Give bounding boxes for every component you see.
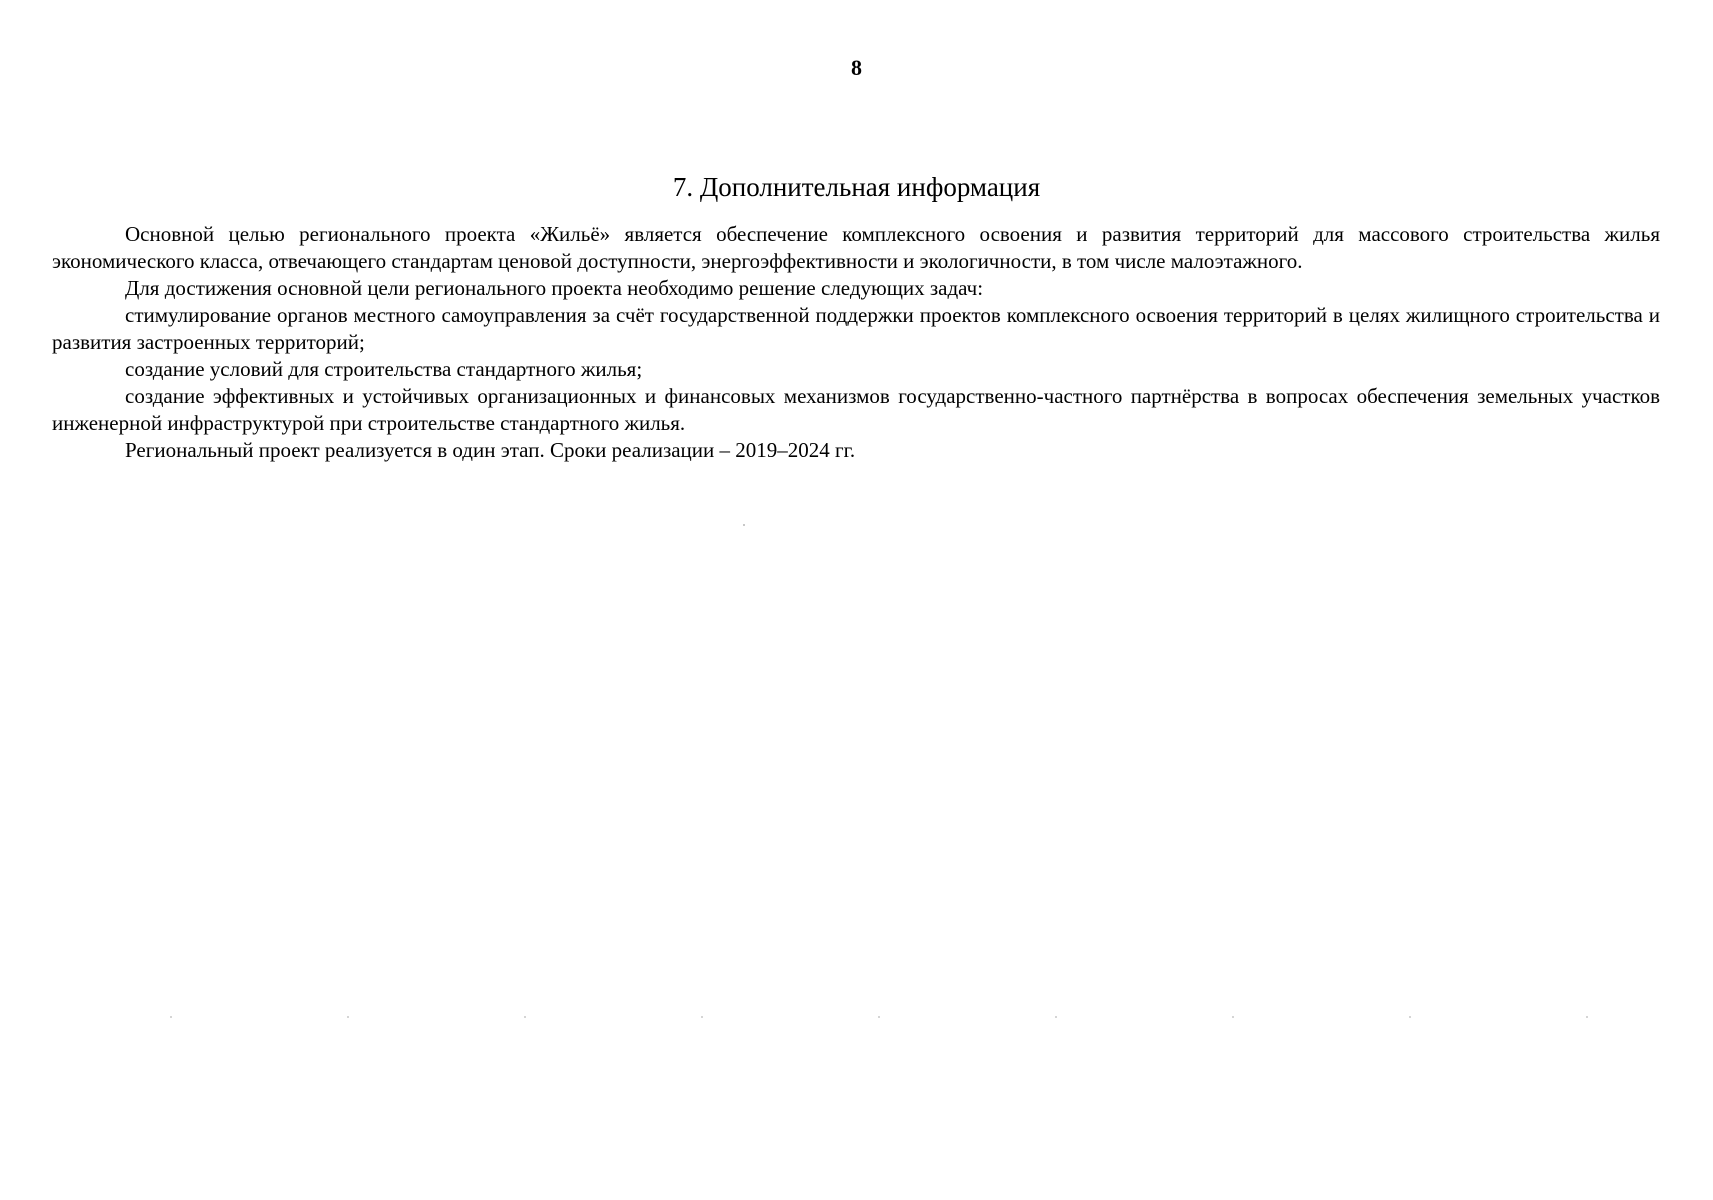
scan-artifact-dot [743,524,745,526]
scan-artifact-dot [701,1016,703,1018]
paragraph-task-stimulation: стимулирование органов местного самоуправления за счёт государственной поддержки проектов комплексного освоения территорий в целях жилищного строительства и развития застроенных территорий; [52,303,1660,354]
scan-artifact-dot [170,1016,172,1018]
scan-artifact-dot [1232,1016,1234,1018]
paragraph-tasks-intro: Для достижения основной цели регионального проекта необходимо решение следующих задач: [125,276,984,300]
paragraph-task-conditions: создание условий для строительства стандартного жилья; [125,357,643,381]
page-number: 8 [851,55,862,80]
scan-artifact-dot [1586,1016,1588,1018]
section-title: 7. Дополнительная информация [672,172,1041,202]
scan-artifact-dot [524,1016,526,1018]
scan-artifact-dot [347,1016,349,1018]
paragraph-task-mechanisms: создание эффективных и устойчивых организационных и финансовых механизмов государственно-частного партнёрства в вопросах обеспечения земельных участков инженерной инфраструктурой при строительстве стандартного жилья. [52,384,1660,435]
scan-artifact-dot [1055,1016,1057,1018]
paragraph-implementation-period: Региональный проект реализуется в один этап. Сроки реализации – 2019–2024 гг. [125,438,856,462]
scan-artifact-dot [1409,1016,1411,1018]
scan-artifact-dot [878,1016,880,1018]
section-body [52,221,1660,464]
paragraph-main-goal: Основной целью регионального проекта «Жильё» является обеспечение комплексного освоения и развития территорий для массового строительства жилья экономического класса, отвечающего стандартам ценовой доступности, энергоэффективности и экологичности, в том числе малоэтажного. [52,222,1660,273]
scan-artifact-dot-row [170,1016,1590,1020]
